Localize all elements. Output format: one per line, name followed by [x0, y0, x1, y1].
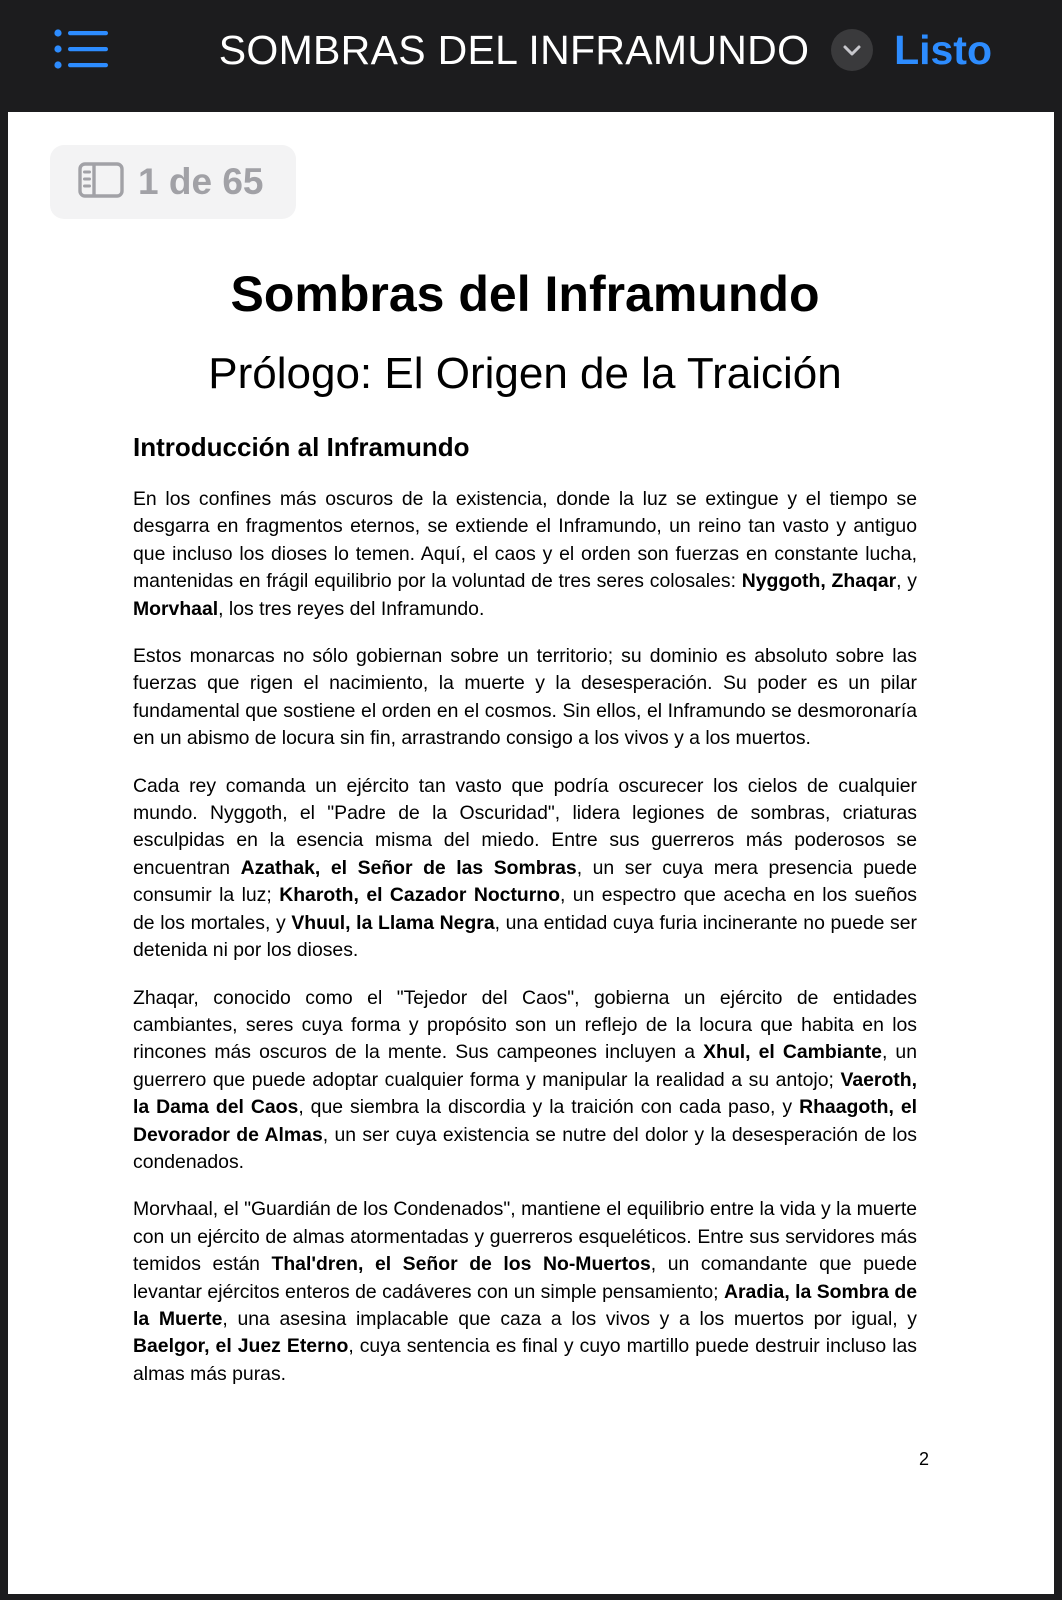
page-number: 2 [918, 1449, 929, 1469]
bold-name: Xhul, el Cambiante [703, 1041, 882, 1064]
paragraph [133, 643, 917, 753]
bold-name: Baelgor, el Juez Eterno [133, 1335, 349, 1358]
text-run: , cuya sentencia es final y cuyo martillo puede destruir incluso las almas más puras. [133, 1335, 917, 1385]
chapter-heading: Prólogo: El Origen de la Traición [208, 349, 842, 398]
paragraph [133, 773, 917, 965]
text-run: Estos monarcas no sólo gobiernan sobre un territorio; su dominio es absoluto sobre las fuerzas que rigen el nacimiento, la muerte y la desesperación. Su poder es un pilar fundamental que sostiene el orden en el cosmos. Sin ellos, el Inframundo se desmoronaría en un abismo de locura sin fin, arrastrando consigo a los vivos y a los muertos. [133, 645, 917, 750]
text-run: , y [896, 570, 917, 593]
paragraph [133, 985, 917, 1177]
list-icon[interactable] [52, 26, 112, 72]
page-indicator[interactable] [50, 145, 296, 219]
text-run: Morvhaal, el "Guardián de los Condenados", mantiene el equilibrio entre la vida y la muerte con un ejército de almas atormentadas y guerreros esqueléticos. Entre sus servidores más temidos están [133, 1198, 917, 1276]
bold-name: Morvhaal [133, 597, 219, 620]
text-run: , los tres reyes del Inframundo. [218, 597, 485, 620]
text-run: Cada rey comanda un ejército tan vasto que podría oscurecer los cielos de cualquier mundo. Nyggoth, el "Padre de la Oscuridad", lidera legiones de sombras, criaturas esculpidas en la esencia misma del miedo. Entre sus guerreros más poderosos se encuentran [133, 774, 917, 879]
sidebar-icon [78, 162, 124, 203]
text-run: , una asesina implacable que caza a los vivos y a los muertos por igual, y [222, 1307, 917, 1330]
done-button[interactable]: Listo [894, 27, 992, 73]
text-run: , un comandante que puede levantar ejércitos enteros de cadáveres con un simple pensamiento; [133, 1253, 917, 1303]
bold-name: Nyggoth, Zhaqar [741, 570, 897, 593]
bold-name: Thal'dren, el Señor de los No-Muertos [271, 1253, 651, 1276]
text-run: Zhaqar, conocido como el "Tejedor del Caos", gobierna un ejército de entidades cambiantes, seres cuya forma y propósito son un reflejo de la locura que habita en los rincones más oscuros de la mente. Sus campeones incluyen a [133, 986, 917, 1064]
bold-name: Azathak, el Señor de las Sombras [240, 856, 577, 879]
bold-name: Aradia, la Sombra de la Muerte [133, 1280, 917, 1330]
text-run: , un ser cuya existencia se nutre del dolor y la desesperación de los condenados. [133, 1123, 917, 1173]
paragraph [133, 1196, 917, 1388]
navigation-bar [0, 0, 1062, 112]
bold-name: Rhaagoth, el Devorador de Almas [133, 1096, 917, 1146]
document-body [133, 252, 917, 1388]
document-title[interactable]: SOMBRAS DEL INFRAMUNDO [218, 26, 810, 73]
text-run: , un espectro que acecha en los sueños de los mortales, y [133, 884, 918, 934]
paragraph [133, 486, 917, 623]
bold-name: Kharoth, el Cazador Nocturno [279, 884, 560, 907]
text-run: , un ser cuya mera presencia puede consumir la luz; [133, 856, 917, 907]
bold-name: Vhuul, la Llama Negra [291, 911, 495, 934]
text-run: , que siembra la discordia y la traición con cada paso, y [298, 1096, 800, 1119]
document-page[interactable] [8, 112, 1054, 1594]
text-run: En los confines más oscuros de la existencia, donde la luz se extingue y el tiempo se desgarra en fragmentos eternos, se extiende el Inframundo, un reino tan vasto y antiguo que incluso los dioses lo temen. Aquí, el caos y el orden son fuerzas en constante lucha, mantenidas en frágil equilibrio por la voluntad de tres seres colosales: [133, 488, 917, 593]
section-heading: Introducción al Inframundo [133, 432, 470, 462]
document-heading: Sombras del Inframundo [230, 266, 820, 322]
text-run: , un guerrero que puede adoptar cualquier forma y manipular la realidad a su antojo; [133, 1041, 917, 1091]
page-count-label: 1 de 65 [138, 161, 264, 202]
text-run: , una entidad cuya furia incinerante no puede ser detenida ni por los dioses. [133, 911, 917, 962]
bold-name: Vaeroth, la Dama del Caos [133, 1068, 917, 1119]
chevron-down-icon[interactable] [831, 29, 873, 71]
paragraph-list [133, 486, 917, 1388]
